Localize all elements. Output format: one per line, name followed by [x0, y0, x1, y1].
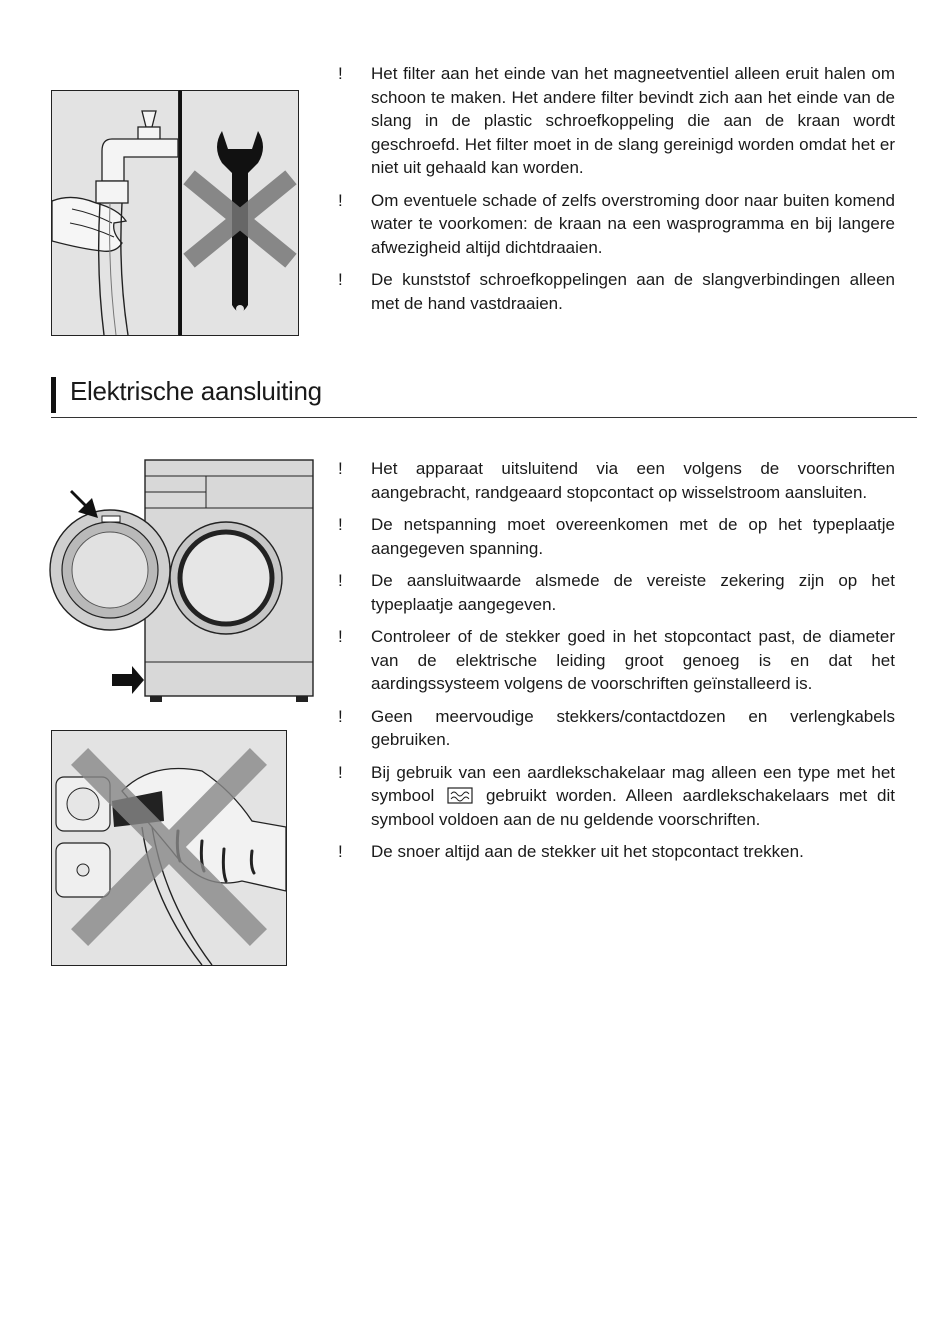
list-item: ! Het apparaat uitsluitend via een volgens de voorschriften aangebracht, randgeaard stopcontact op wisselstroom aansluiten. [338, 459, 895, 502]
wrench-crossed-icon [179, 90, 299, 336]
page-title: Elektrische aansluiting [70, 376, 322, 406]
wet-hands-plug-crossed-illustration [51, 730, 287, 966]
list-item: ! De netspanning moet overeenkomen met de op het typeplaatje aangegeven spanning. [338, 515, 895, 558]
list-item: ! Bij gebruik van een aardlekschakelaar mag alleen een type met het symbool gebruikt worden. Alleen aardlekschakelaars met dit symbool voldoen aan de nu geldende voorschriften. [338, 762, 895, 829]
list-item: ! De snoer altijd aan de stekker uit het stopcontact trekken. [338, 842, 804, 861]
heading-bar [51, 377, 56, 413]
list-item: ! De aansluitwaarde alsmede de vereiste zekering zijn op het typeplaatje aangegeven. [338, 571, 895, 614]
list-item: ! Het filter aan het einde van het magneetventiel alleen eruit halen om schoon te maken. Het andere filter bevindt zich aan het einde van de slang in de plastic schroefkoppeling die aan de kraan wordt geschroefd. Het filter moet in de slang gereinigd worden omdat het er niet uit gehaald kan worden. [338, 64, 895, 177]
list-item: ! De kunststof schroefkoppelingen aan de slangverbindingen alleen met de hand vastdraaien. [338, 270, 895, 313]
tap-hose-illustration [51, 90, 179, 336]
list-item: ! Geen meervoudige stekkers/contactdozen en verlengkabels gebruiken. [338, 706, 895, 749]
list-item: ! Om eventuele schade of zelfs overstroming door naar buiten komend water te voorkomen: de kraan na een wasprogramma en bij langere afwezigheid altijd dichtdraaien. [338, 190, 895, 257]
washing-machine-rating-plate-illustration [46, 456, 318, 706]
rcd-symbol-icon [447, 787, 473, 804]
electrical-warnings-list [338, 457, 895, 873]
list-item: ! Controleer of de stekker goed in het stopcontact past, de diameter van de elektrische leiding groot genoeg is en dat het aardingssysteem volgens de voorschriften geïnstalleerd is. [338, 627, 895, 693]
section-heading [51, 373, 917, 418]
water-warnings-list [338, 62, 895, 324]
